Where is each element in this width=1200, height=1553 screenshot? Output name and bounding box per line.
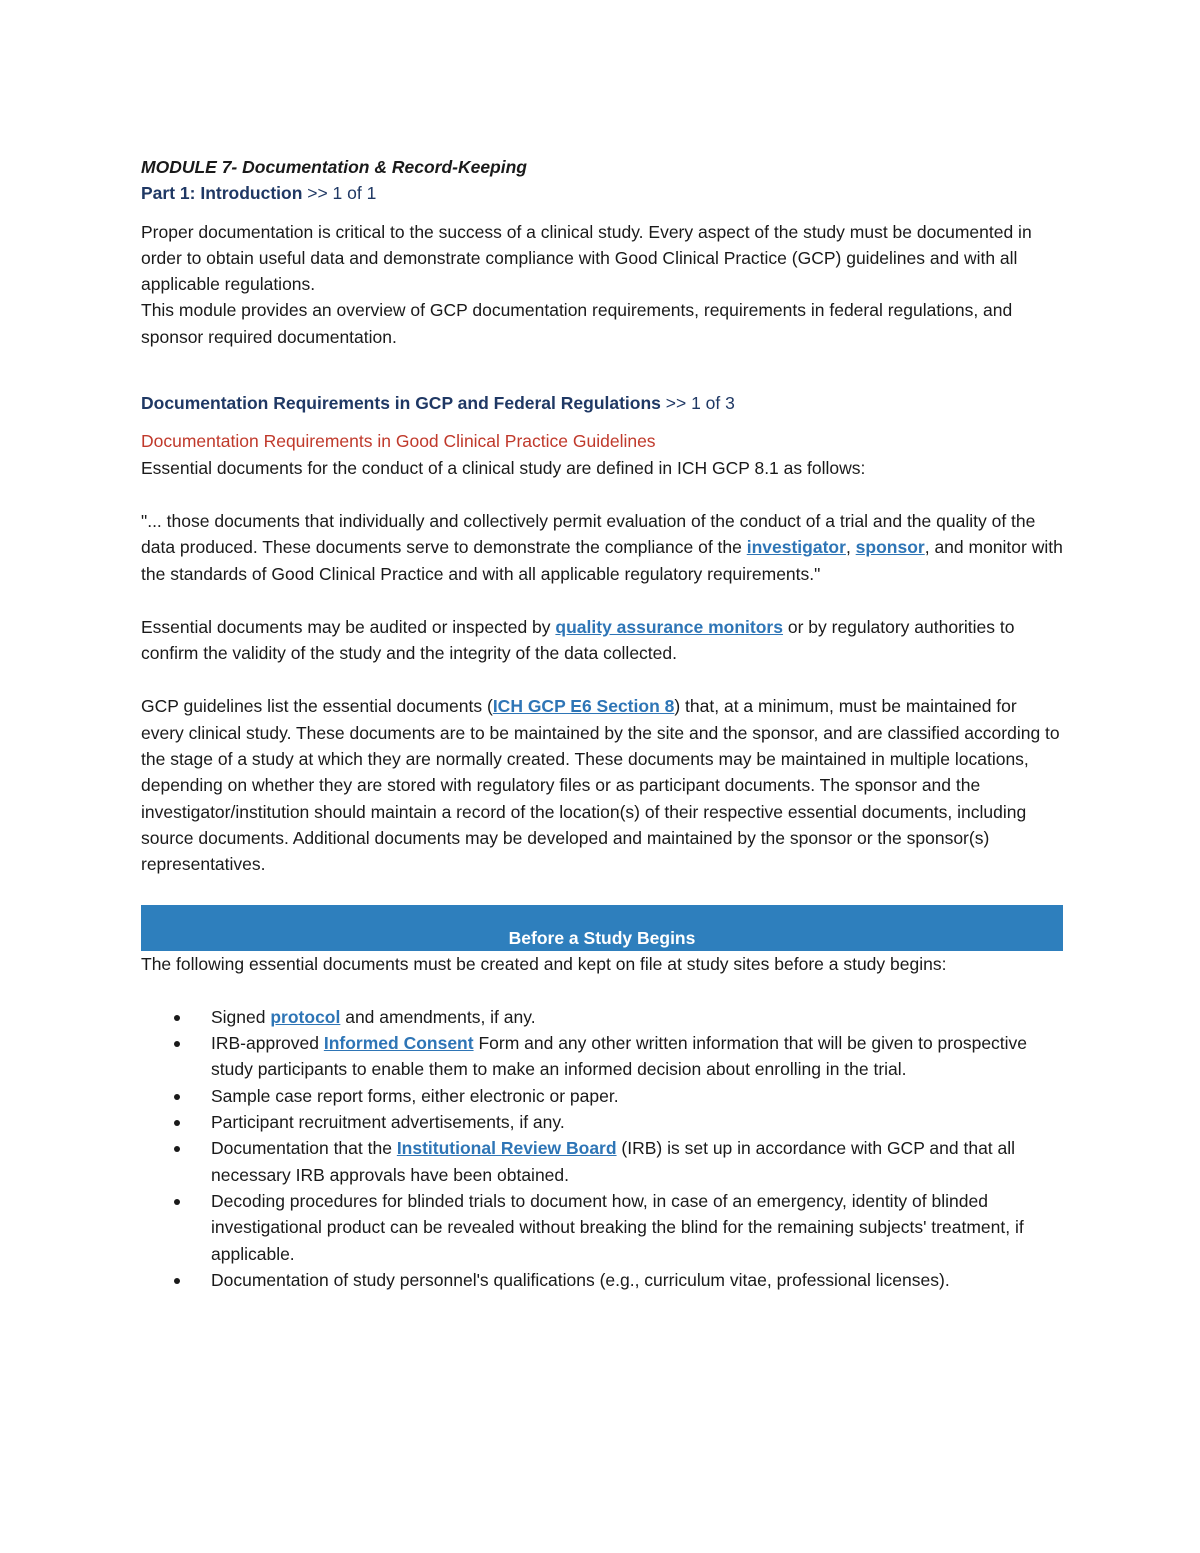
list-item: Sample case report forms, either electronic or paper. (141, 1083, 1063, 1109)
section-heading-label: Documentation Requirements in GCP and Federal Regulations (141, 393, 661, 414)
investigator-link[interactable]: investigator (746, 537, 846, 558)
before-study-intro: The following essential documents must be created and kept on file at study sites before a study begins: (141, 953, 947, 974)
audit-paragraph: Essential documents may be audited or inspected by quality assurance monitors or by regulatory authorities to confirm the validity of the study and the integrity of the data collected. (141, 616, 1015, 664)
section-heading-progress: >> 1 of 3 (660, 393, 735, 414)
part-heading-label: Part 1: Introduction (141, 183, 303, 204)
essential-documents-list (141, 1004, 1063, 1293)
bullet-icon (174, 1094, 180, 1100)
list-item: Documentation that the Institutional Review Board (IRB) is set up in accordance with GCP and that all necessary IRB approvals have been obtained. (141, 1135, 1063, 1188)
quality-assurance-monitors-link[interactable]: quality assurance monitors (555, 616, 783, 637)
list-item: IRB-approved Informed Consent Form and any other written information that will be given to prospective study participants to enable them to make an informed decision about enrolling in the trial. (141, 1030, 1063, 1083)
list-item: Documentation of study personnel's qualifications (e.g., curriculum vitae, professional licenses). (141, 1267, 1063, 1293)
list-item: Signed protocol and amendments, if any. (141, 1004, 1063, 1030)
module-title: MODULE 7- Documentation & Record-Keeping (141, 157, 527, 177)
section-heading (141, 390, 1063, 416)
bullet-icon (174, 1278, 180, 1284)
institutional-review-board-link[interactable]: Institutional Review Board (396, 1138, 617, 1159)
gcp-guidelines-paragraph: GCP guidelines list the essential documents (ICH GCP E6 Section 8) that, at a minimum, must be maintained for every clinical study. These documents are to be maintained by the site and the sponsor, and are classified according to the stage of a study at which they are normally created. These documents may be maintained in multiple locations, depending on whether they are stored with regulatory files or as participant documents. The sponsor and the investigator/institution should maintain a record of the location(s) of their respective essential documents, including source documents. Additional documents may be developed and maintained by the sponsor or the sponsor(s) representatives. (141, 696, 1060, 875)
informed-consent-link[interactable]: Informed Consent (323, 1033, 474, 1054)
bullet-icon (174, 1041, 180, 1047)
document-page (141, 154, 1063, 1293)
ich-gcp-e6-section-8-link[interactable]: ICH GCP E6 Section 8 (492, 696, 675, 717)
bullet-icon (174, 1199, 180, 1205)
sponsor-link[interactable]: sponsor (855, 537, 925, 558)
essential-docs-intro: Essential documents for the conduct of a clinical study are defined in ICH GCP 8.1 as follows: (141, 457, 866, 478)
bullet-icon (174, 1146, 180, 1152)
part-heading-progress: >> 1 of 1 (302, 183, 377, 204)
before-study-banner (141, 905, 1063, 951)
protocol-link[interactable]: protocol (270, 1006, 341, 1027)
list-item: Decoding procedures for blinded trials to document how, in case of an emergency, identity of blinded investigational product can be revealed without breaking the blind for the remaining subjects' treatment, if applicable. (141, 1188, 1063, 1267)
subsection-heading: Documentation Requirements in Good Clinical Practice Guidelines (141, 431, 656, 452)
bullet-icon (174, 1120, 180, 1126)
intro-paragraph: Proper documentation is critical to the success of a clinical study. Every aspect of the study must be documented in order to obtain useful data and demonstrate compliance with Good Clinical Practice (GCP) guidelines and with all applicable regulations. (141, 221, 1032, 295)
banner-label: Before a Study Begins (508, 927, 696, 948)
gcp-quote: "... those documents that individually and collectively permit evaluation of the conduct of a trial and the quality of the data produced. These documents serve to demonstrate the compliance of the investigator, sponsor, and monitor with the standards of Good Clinical Practice and with all applicable regulatory requirements." (141, 510, 1063, 584)
part-heading (141, 180, 1063, 206)
list-item: Participant recruitment advertisements, if any. (141, 1109, 1063, 1135)
bullet-icon (174, 1015, 180, 1021)
overview-paragraph: This module provides an overview of GCP documentation requirements, requirements in federal regulations, and sponsor required documentation. (141, 300, 1013, 347)
